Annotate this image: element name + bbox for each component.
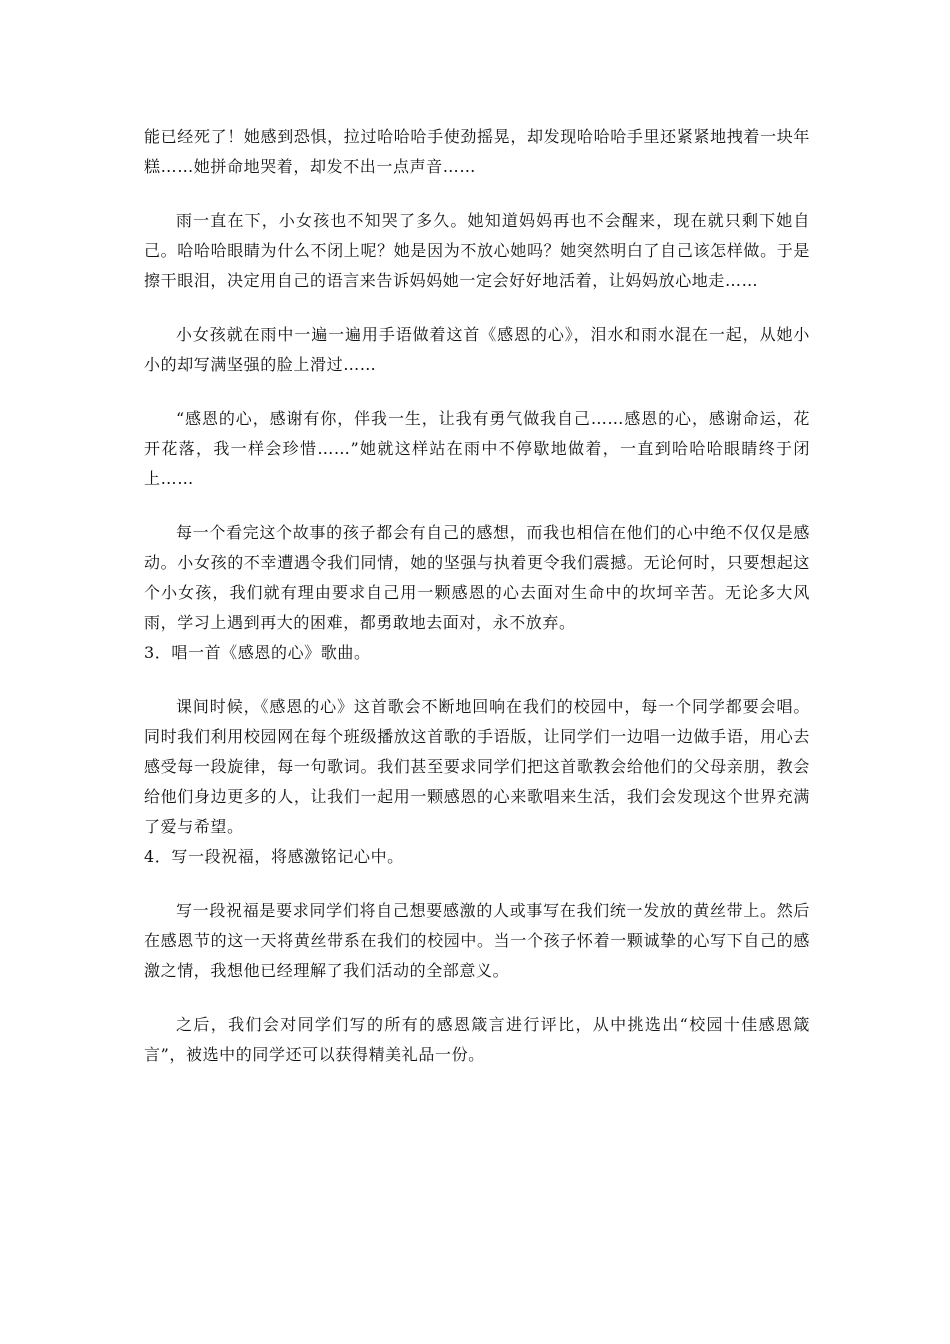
paragraph-write-blessing: 写一段祝福是要求同学们将自己想要感激的人或事写在我们统一发放的黄丝带上。然后在感恩节的这一天将黄丝带系在我们的校园中。当一个孩子怀着一颗诚挚的心写下自己的感激之情，我想他已经理解了我们活动的全部意义。 xyxy=(144,901,810,980)
paragraph-reflection: 每一个看完这个故事的孩子都会有自己的感想，而我也相信在他们的心中绝不仅仅是感动。小女孩的不幸遭遇令我们同情，她的坚强与执着更令我们震撼。无论何时，只要想起这个小女孩，我们就有理由要求自己用一颗感恩的心去面对生命中的坎坷辛苦。无论多大风雨，学习上遇到再大的困难，都勇敢地去面对，永不放弃。 xyxy=(144,523,810,632)
paragraph-story-ending: 能已经死了！她感到恐惧，拉过哈哈哈手使劲摇晃，却发现哈哈哈手里还紧紧地拽着一块年糕……她拼命地哭着，却发不出一点声音…… xyxy=(144,127,810,176)
paragraph-song-lyrics: “感恩的心，感谢有你，伴我一生，让我有勇气做我自己……感恩的心，感谢命运，花开花落，我一样会珍惜……”她就这样站在雨中不停歇地做着，一直到哈哈哈眼睛终于闭上…… xyxy=(144,409,810,488)
section-heading-write-blessing: 4．写一段祝福，将感激铭记心中。 xyxy=(144,847,404,866)
paragraph-evaluation: 之后，我们会对同学们写的所有的感恩箴言进行评比，从中挑选出“校园十佳感恩箴言”，被选中的同学还可以获得精美礼品一份。 xyxy=(144,1015,810,1064)
paragraph-sing-song: 课间时候，《感恩的心》这首歌会不断地回响在我们的校园中，每一个同学都要会唱。同时我们利用校园网在每个班级播放这首歌的手语版，让同学们一边唱一边做手语，用心去感受每一段旋律，每一句歌词。我们甚至要求同学们把这首歌教会给他们的父母亲朋，教会给他们身边更多的人，让我们一起用一颗感恩的心来歌唱来生活，我们会发现这个世界充满了爱与希望。 xyxy=(144,697,810,836)
document-page xyxy=(144,122,810,1070)
section-heading-sing-song: 3．唱一首《感恩的心》歌曲。 xyxy=(144,643,371,662)
paragraph-sign-language: 小女孩就在雨中一遍一遍用手语做着这首《感恩的心》，泪水和雨水混在一起，从她小小的却写满坚强的脸上滑过…… xyxy=(144,325,810,374)
paragraph-rain: 雨一直在下，小女孩也不知哭了多久。她知道妈妈再也不会醒来，现在就只剩下她自己。哈哈哈眼睛为什么不闭上呢？她是因为不放心她吗？她突然明白了自己该怎样做。于是擦干眼泪，决定用自己的语言来告诉妈妈她一定会好好地活着，让妈妈放心地走…… xyxy=(144,211,810,290)
